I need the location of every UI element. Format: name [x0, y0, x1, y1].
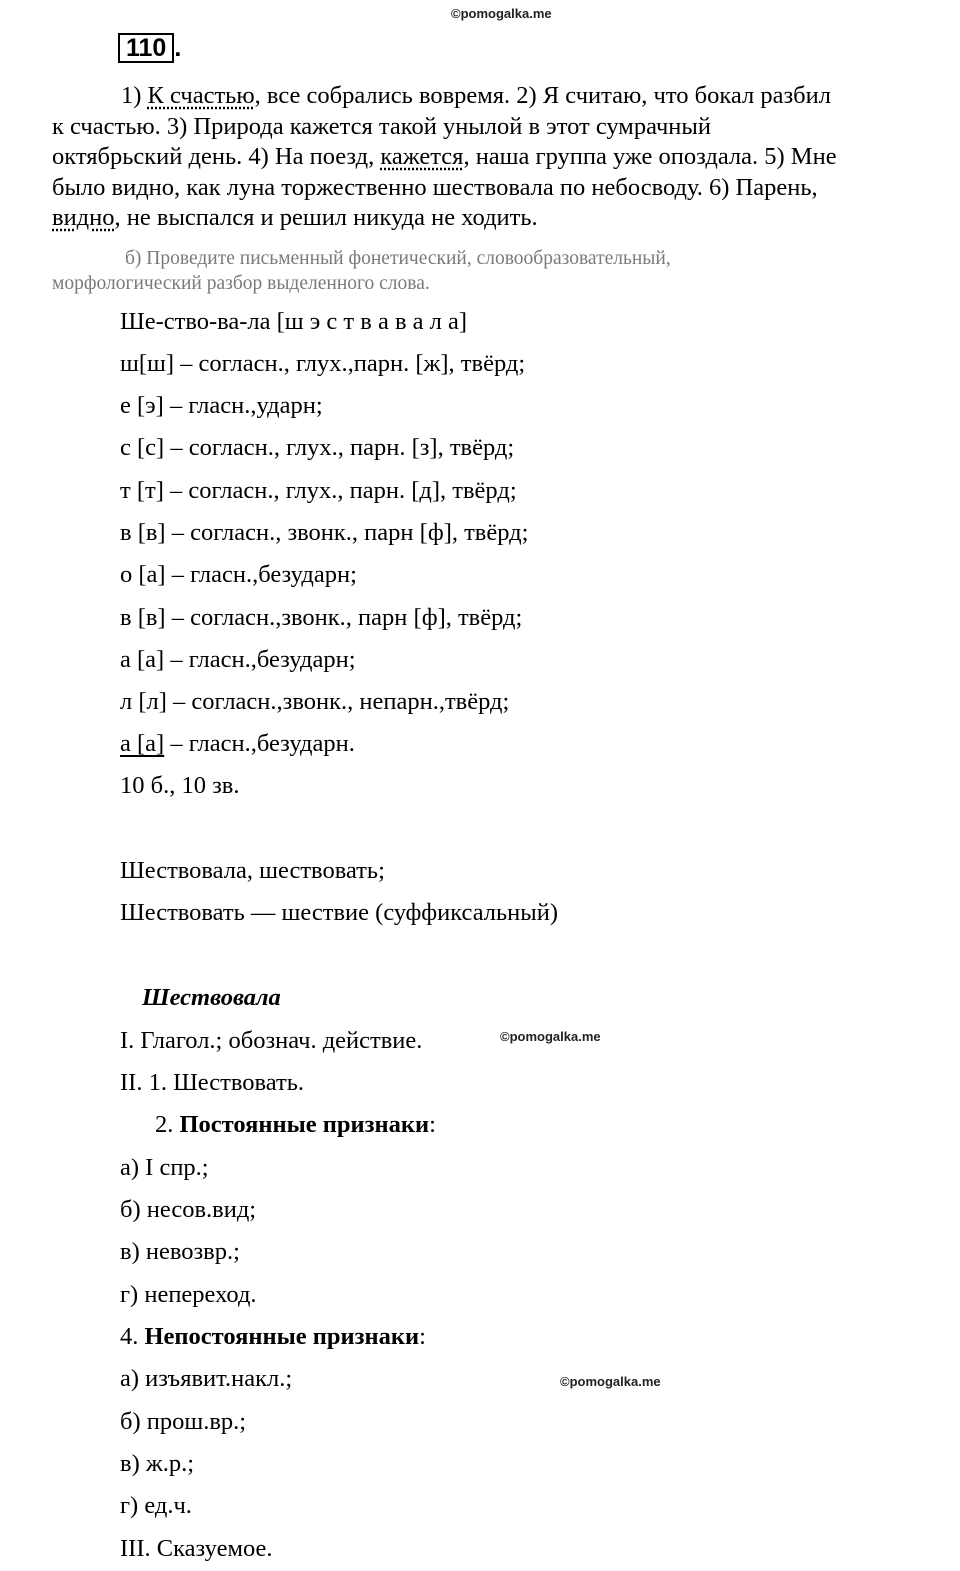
exercise-line: было видно, как луна торжественно шествовала по небосводу. 6) Парень,: [52, 173, 818, 201]
heading-number: 4.: [120, 1323, 145, 1350]
constant-features-heading: [155, 1110, 436, 1140]
feature-line: г) ед.ч.: [120, 1492, 192, 1519]
heading-colon: :: [429, 1111, 436, 1138]
morphology-title: Шествовала: [142, 984, 281, 1011]
phonetic-transcription: Ше-ство-ва-ла [ш э с т в а в а л а]: [120, 308, 468, 335]
feature-line: в) невозвр.;: [120, 1238, 240, 1265]
heading-colon: :: [419, 1323, 426, 1350]
feature-line: а) изъявит.накл.;: [120, 1365, 293, 1392]
exercise-text: [52, 81, 922, 234]
word-formation-line: Шествовала, шествовать;: [120, 857, 385, 884]
sentence-text: , все собрались вовремя. 2) Я считаю, что бокал разбил: [254, 82, 831, 109]
instruction-line: б) Проведите письменный фонетический, словообразовательный,: [125, 248, 671, 269]
morphology-part1: I. Глагол.; обознач. действие.: [120, 1027, 423, 1054]
feature-line: г) непереход.: [120, 1281, 257, 1308]
sound-line: [120, 729, 355, 759]
exercise-line: [52, 203, 922, 234]
sentence-text: , наша группа уже опоздала. 5) Мне: [463, 143, 837, 170]
sentence-text: , не выспался и решил никуда не ходить.: [114, 204, 538, 231]
highlighted-word: видно: [52, 204, 115, 231]
sound-line: ш[ш] – согласн., глух.,парн. [ж], твёрд;: [120, 350, 526, 377]
task-number-dot: .: [174, 34, 182, 62]
exercise-line: к счастью. 3) Природа кажется такой унылой в этот сумрачный: [52, 112, 711, 140]
instruction-line: морфологический разбор выделенного слова.: [52, 273, 430, 294]
sound-line: в [в] – согласн.,звонк., парн [ф], твёрд;: [120, 604, 523, 631]
watermark: ©pomogalka.me: [560, 1374, 661, 1389]
sentence-number: 1): [121, 82, 148, 109]
exercise-line: [52, 142, 922, 173]
heading-label: Постоянные признаки: [179, 1111, 430, 1138]
sound-line: т [т] – согласн., глух., парн. [д], твёрд;: [120, 477, 517, 504]
sound-line: о [а] – гласн.,безударн;: [120, 561, 357, 588]
highlighted-word: К счастью: [147, 82, 255, 109]
word-formation-line: Шествовать — шествие (суффиксальный): [120, 899, 559, 926]
variable-features-heading: [120, 1322, 426, 1352]
sentence-text: октябрьский день. 4) На поезд,: [52, 143, 381, 170]
sound-line: с [с] – согласн., глух., парн. [з], твёрд;: [120, 434, 515, 461]
heading-label: Непостоянные признаки: [144, 1323, 420, 1350]
watermark: ©pomogalka.me: [451, 6, 552, 21]
highlighted-word: кажется: [380, 143, 464, 170]
heading-number: 2.: [155, 1111, 180, 1138]
letter-sound-count: 10 б., 10 зв.: [120, 772, 240, 799]
feature-line: б) несов.вид;: [120, 1196, 257, 1223]
feature-line: б) прош.вр.;: [120, 1408, 247, 1435]
sound-line: в [в] – согласн., звонк., парн [ф], твёрд;: [120, 519, 529, 546]
task-number-box: 110: [118, 33, 174, 63]
sound-letter: а [а]: [120, 730, 165, 757]
sound-line: л [л] – согласн.,звонк., непарн.,твёрд;: [120, 688, 510, 715]
task-number: [118, 33, 181, 63]
morphology-part2: II. 1. Шествовать.: [120, 1069, 304, 1096]
sound-description: – гласн.,безударн.: [164, 730, 355, 757]
feature-line: в) ж.р.;: [120, 1450, 195, 1477]
sound-line: е [э] – гласн.,ударн;: [120, 392, 323, 419]
morphology-part3: III. Сказуемое.: [120, 1535, 273, 1562]
watermark: ©pomogalka.me: [500, 1029, 601, 1044]
sound-line: а [а] – гласн.,безударн;: [120, 646, 356, 673]
task-b-instruction: [52, 246, 922, 296]
exercise-line: [52, 81, 922, 112]
feature-line: а) I спр.;: [120, 1154, 209, 1181]
